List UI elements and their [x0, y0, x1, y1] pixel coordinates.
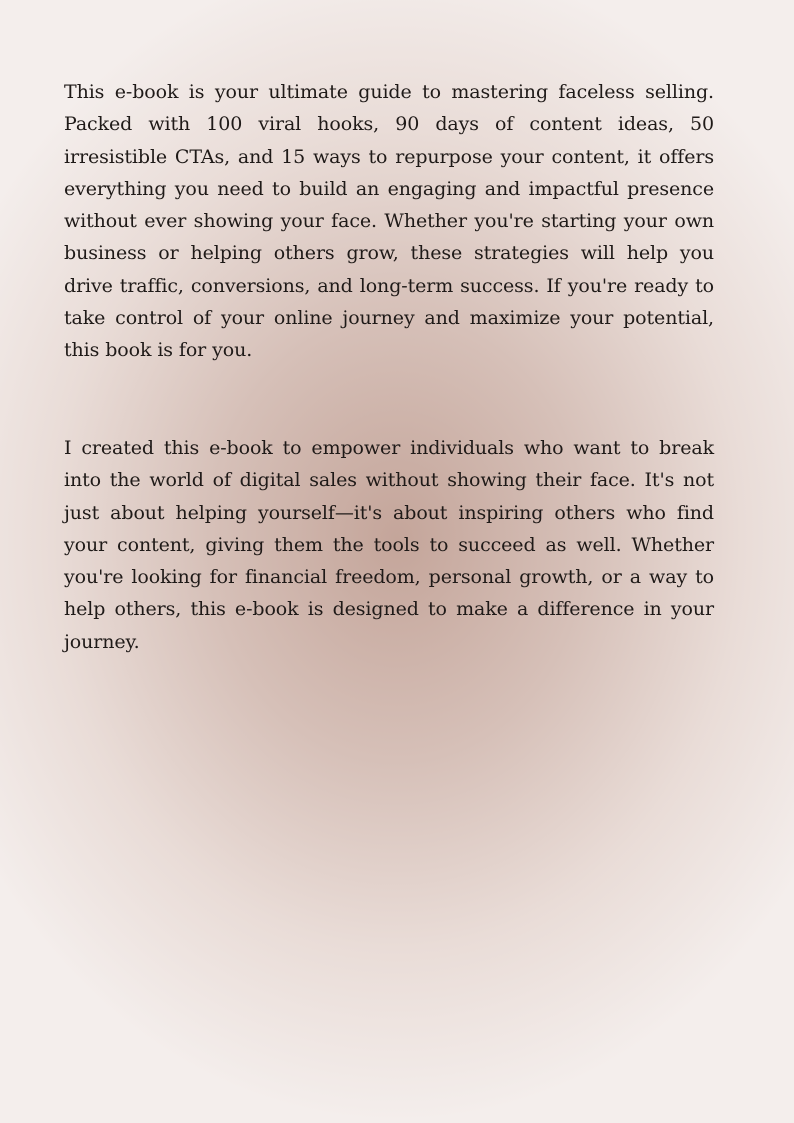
intro-paragraph: This e-book is your ultimate guide to mastering faceless selling. Packed with 100 viral hooks, 90 days of content ideas, 50 irresistible CTAs, and 15 ways to repurpose your content, it offers everything you need to build an engaging and impactful presence without ever showing your face. Whether you're starting your own business or helping others grow, these strategies will help you drive traffic, conversions, and long-term success. If you're ready to take control of your online journey and maximize your potential, this book is for you. — [64, 81, 714, 362]
author-note-paragraph: I created this e-book to empower individuals who want to break into the world of digital sales without showing their face. It's not just about helping yourself—it's about inspiring others who find your content, giving them the tools to succeed as well. Whether you're looking for financial freedom, personal growth, or a way to help others, this e-book is designed to make a difference in your journey. — [64, 437, 714, 653]
